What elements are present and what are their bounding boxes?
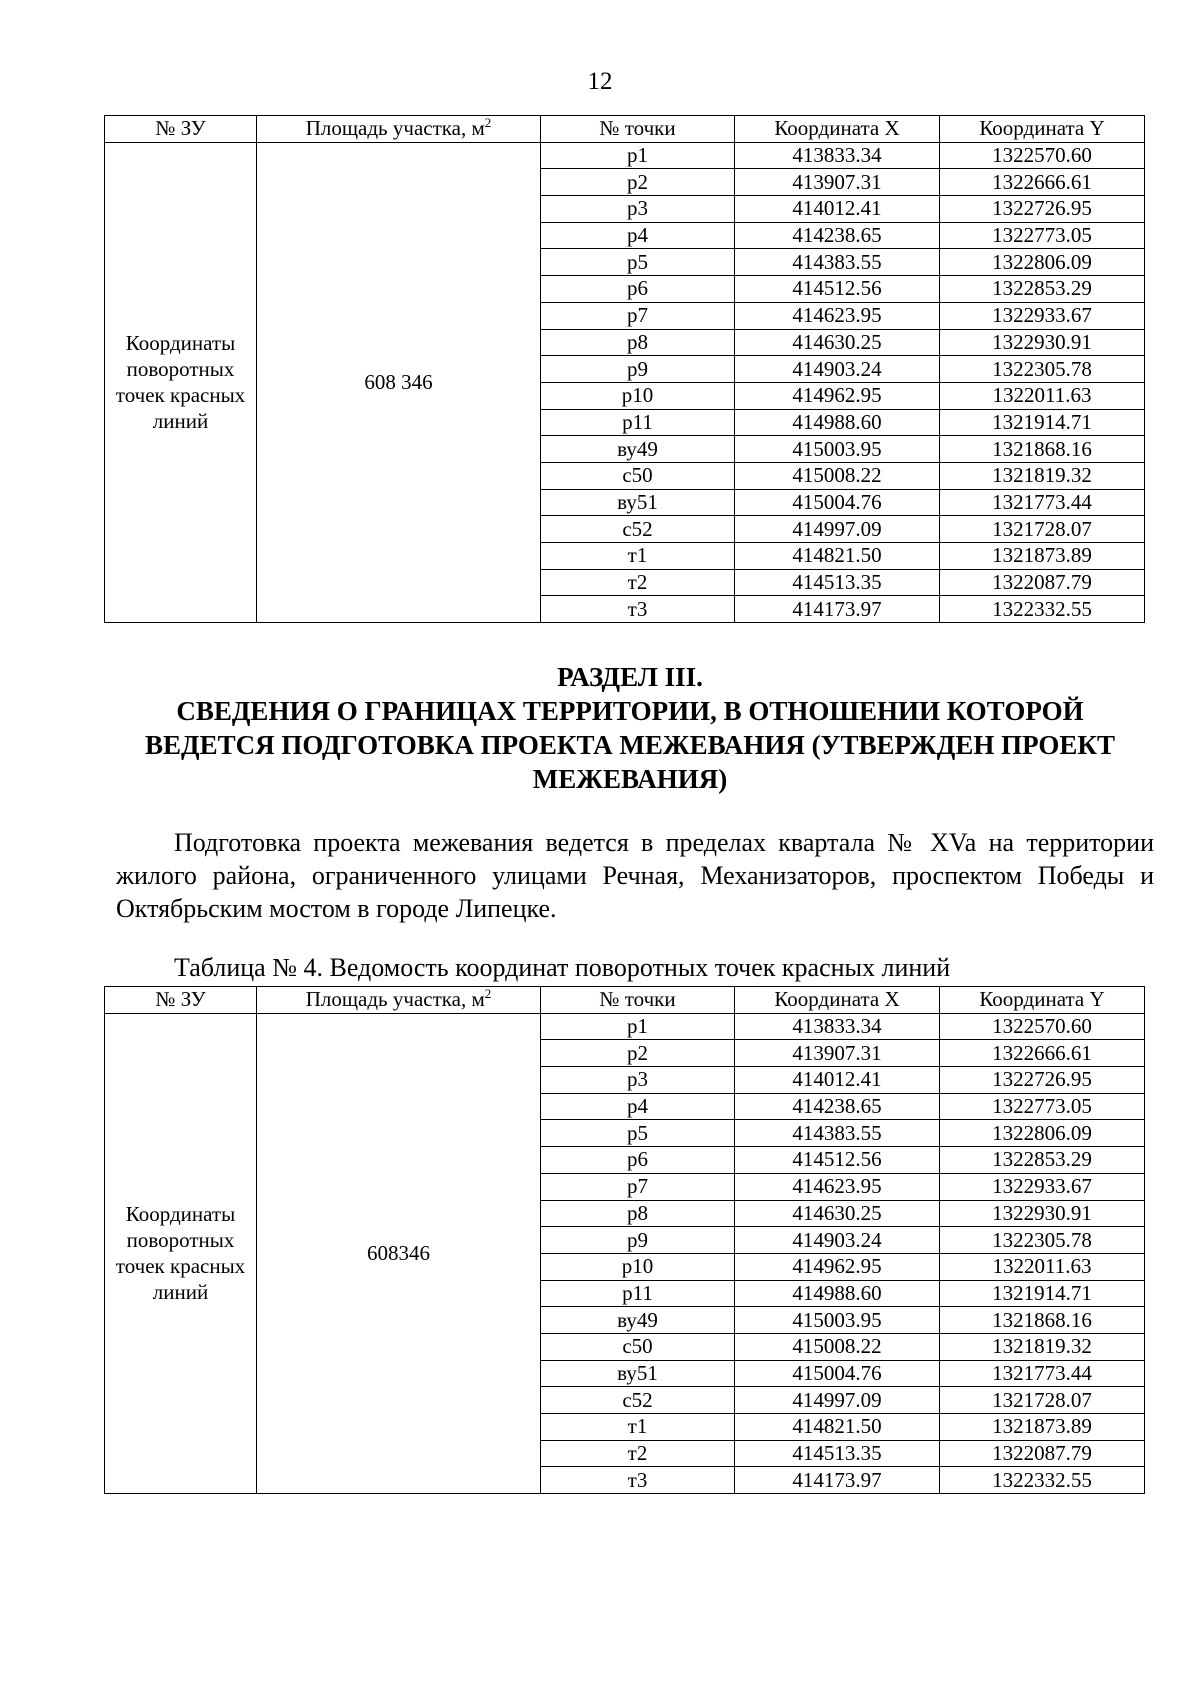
header-area-label: Площадь участка, м [305, 116, 485, 141]
coordinate-y-cell: 1321728.07 [940, 1387, 1145, 1414]
point-id-cell: р11 [541, 409, 735, 436]
point-id-cell: р7 [541, 302, 735, 329]
point-id-cell: с52 [541, 516, 735, 543]
coordinate-y-cell: 1322853.29 [940, 276, 1145, 303]
point-id-cell: р10 [541, 382, 735, 409]
coordinate-x-cell: 413833.34 [735, 1013, 940, 1040]
coordinates-table-2 [104, 986, 1145, 1494]
coordinate-y-cell: 1322332.55 [940, 596, 1145, 623]
point-id-cell: т3 [541, 596, 735, 623]
point-id-cell: р1 [541, 142, 735, 169]
coordinate-x-cell: 414903.24 [735, 1227, 940, 1254]
area-unit-superscript: 2 [484, 986, 492, 1002]
point-id-cell: р8 [541, 329, 735, 356]
point-id-cell: т1 [541, 543, 735, 570]
coordinate-x-cell: 415008.22 [735, 1333, 940, 1360]
zu-label-cell: Координаты поворотных точек красных линий [105, 1013, 257, 1493]
coordinate-x-cell: 415008.22 [735, 462, 940, 489]
table-header-row [105, 116, 1145, 143]
coordinate-x-cell: 414821.50 [735, 543, 940, 570]
coordinate-x-cell: 414962.95 [735, 382, 940, 409]
table-row [105, 1013, 1145, 1040]
header-y: Координата Y [940, 116, 1145, 143]
coordinate-x-cell: 415004.76 [735, 1360, 940, 1387]
coordinate-x-cell: 413907.31 [735, 169, 940, 196]
point-id-cell: р4 [541, 1093, 735, 1120]
table-header-row [105, 987, 1145, 1014]
header-point: № точки [541, 987, 735, 1014]
point-id-cell: ву49 [541, 436, 735, 463]
header-x: Координата X [735, 987, 940, 1014]
point-id-cell: с50 [541, 1333, 735, 1360]
point-id-cell: р3 [541, 1067, 735, 1094]
coordinate-y-cell: 1322666.61 [940, 1040, 1145, 1067]
point-id-cell: т1 [541, 1414, 735, 1441]
coordinate-y-cell: 1322933.67 [940, 1173, 1145, 1200]
coordinate-y-cell: 1321819.32 [940, 1333, 1145, 1360]
coordinate-x-cell: 414821.50 [735, 1414, 940, 1441]
section-heading-line: МЕЖЕВАНИЯ) [532, 764, 728, 794]
point-id-cell: р6 [541, 1147, 735, 1174]
point-id-cell: р8 [541, 1200, 735, 1227]
coordinate-y-cell: 1322726.95 [940, 196, 1145, 223]
point-id-cell: с52 [541, 1387, 735, 1414]
header-area [257, 987, 541, 1014]
area-value-cell: 608346 [257, 1013, 541, 1493]
header-y: Координата Y [940, 987, 1145, 1014]
zu-label-cell: Координаты поворотных точек красных линий [105, 142, 257, 622]
coordinate-x-cell: 414173.97 [735, 596, 940, 623]
coordinate-x-cell: 414623.95 [735, 1173, 940, 1200]
coordinate-x-cell: 414903.24 [735, 356, 940, 383]
coordinate-x-cell: 414623.95 [735, 302, 940, 329]
area-unit-superscript: 2 [484, 115, 492, 131]
point-id-cell: р3 [541, 196, 735, 223]
coordinate-x-cell: 414997.09 [735, 1387, 940, 1414]
coordinate-y-cell: 1322930.91 [940, 329, 1145, 356]
coordinate-y-cell: 1322806.09 [940, 249, 1145, 276]
section-heading-line: РАЗДЕЛ III. [557, 662, 703, 692]
section-heading-line: СВЕДЕНИЯ О ГРАНИЦАХ ТЕРРИТОРИИ, В ОТНОШЕНИИ КОТОРОЙ [176, 696, 1084, 726]
coordinate-x-cell: 414512.56 [735, 276, 940, 303]
point-id-cell: т2 [541, 569, 735, 596]
coordinate-x-cell: 413907.31 [735, 1040, 940, 1067]
coordinate-y-cell: 1322806.09 [940, 1120, 1145, 1147]
area-value-cell: 608 346 [257, 142, 541, 622]
coordinate-x-cell: 415003.95 [735, 1307, 940, 1334]
point-id-cell: р2 [541, 1040, 735, 1067]
table-body [105, 142, 1145, 622]
coordinate-x-cell: 414173.97 [735, 1467, 940, 1494]
table-caption: Таблица № 4. Ведомость координат поворотных точек красных линий [174, 953, 951, 982]
table-row [105, 142, 1145, 169]
point-id-cell: р9 [541, 356, 735, 383]
coordinate-y-cell: 1321868.16 [940, 1307, 1145, 1334]
point-id-cell: р9 [541, 1227, 735, 1254]
point-id-cell: ву51 [541, 489, 735, 516]
point-id-cell: р5 [541, 249, 735, 276]
coordinate-y-cell: 1322087.79 [940, 569, 1145, 596]
coordinate-y-cell: 1321773.44 [940, 1360, 1145, 1387]
header-zu: № ЗУ [105, 987, 257, 1014]
coordinate-x-cell: 414512.56 [735, 1147, 940, 1174]
coordinate-y-cell: 1322332.55 [940, 1467, 1145, 1494]
coordinate-x-cell: 414962.95 [735, 1253, 940, 1280]
coordinate-y-cell: 1322930.91 [940, 1200, 1145, 1227]
coordinate-y-cell: 1321819.32 [940, 462, 1145, 489]
coordinate-y-cell: 1322773.05 [940, 222, 1145, 249]
coordinate-x-cell: 414238.65 [735, 1093, 940, 1120]
coordinate-x-cell: 414383.55 [735, 1120, 940, 1147]
header-point: № точки [541, 116, 735, 143]
coordinate-x-cell: 414238.65 [735, 222, 940, 249]
coordinate-y-cell: 1322305.78 [940, 356, 1145, 383]
body-text [116, 826, 1154, 925]
coordinate-x-cell: 413833.34 [735, 142, 940, 169]
point-id-cell: р11 [541, 1280, 735, 1307]
coordinate-x-cell: 414513.35 [735, 1440, 940, 1467]
point-id-cell: р2 [541, 169, 735, 196]
coordinate-y-cell: 1322773.05 [940, 1093, 1145, 1120]
point-id-cell: ву51 [541, 1360, 735, 1387]
coordinate-y-cell: 1322853.29 [940, 1147, 1145, 1174]
coordinate-x-cell: 415003.95 [735, 436, 940, 463]
point-id-cell: р5 [541, 1120, 735, 1147]
point-id-cell: ву49 [541, 1307, 735, 1334]
coordinate-x-cell: 414988.60 [735, 409, 940, 436]
section-paragraph: Подготовка проекта межевания ведется в пределах квартала № XVa на территории жилого района, ограниченного улицами Речная, Механизаторов, проспектом Победы и Октябрьским мостом в городе Липецке. [116, 828, 1154, 923]
coordinate-x-cell: 414997.09 [735, 516, 940, 543]
coordinate-y-cell: 1322087.79 [940, 1440, 1145, 1467]
point-id-cell: р1 [541, 1013, 735, 1040]
section-heading-line: ВЕДЕТСЯ ПОДГОТОВКА ПРОЕКТА МЕЖЕВАНИЯ (УТВЕРЖДЕН ПРОЕКТ [144, 730, 1116, 760]
coordinates-table-1 [104, 115, 1145, 623]
coordinate-y-cell: 1322570.60 [940, 142, 1145, 169]
coordinate-y-cell: 1322666.61 [940, 169, 1145, 196]
point-id-cell: р7 [541, 1173, 735, 1200]
point-id-cell: р4 [541, 222, 735, 249]
coordinate-y-cell: 1321868.16 [940, 436, 1145, 463]
point-id-cell: т3 [541, 1467, 735, 1494]
coordinate-x-cell: 414012.41 [735, 196, 940, 223]
coordinate-y-cell: 1322011.63 [940, 1253, 1145, 1280]
point-id-cell: р10 [541, 1253, 735, 1280]
coordinate-y-cell: 1321914.71 [940, 409, 1145, 436]
coordinate-y-cell: 1322305.78 [940, 1227, 1145, 1254]
section-heading [110, 660, 1150, 796]
point-id-cell: р6 [541, 276, 735, 303]
header-x: Координата X [735, 116, 940, 143]
coordinate-y-cell: 1322726.95 [940, 1067, 1145, 1094]
header-zu: № ЗУ [105, 116, 257, 143]
header-area [257, 116, 541, 143]
coordinate-y-cell: 1321873.89 [940, 543, 1145, 570]
coordinate-x-cell: 415004.76 [735, 489, 940, 516]
coordinate-y-cell: 1321873.89 [940, 1414, 1145, 1441]
point-id-cell: с50 [541, 462, 735, 489]
coordinate-y-cell: 1321914.71 [940, 1280, 1145, 1307]
coordinate-y-cell: 1322570.60 [940, 1013, 1145, 1040]
coordinate-y-cell: 1322933.67 [940, 302, 1145, 329]
coordinate-y-cell: 1321773.44 [940, 489, 1145, 516]
coordinate-x-cell: 414988.60 [735, 1280, 940, 1307]
table-body [105, 1013, 1145, 1493]
coordinate-y-cell: 1321728.07 [940, 516, 1145, 543]
coordinate-y-cell: 1322011.63 [940, 382, 1145, 409]
point-id-cell: т2 [541, 1440, 735, 1467]
coordinate-x-cell: 414630.25 [735, 329, 940, 356]
coordinate-x-cell: 414012.41 [735, 1067, 940, 1094]
page-number: 12 [587, 68, 613, 95]
header-area-label: Площадь участка, м [305, 987, 485, 1012]
coordinate-x-cell: 414630.25 [735, 1200, 940, 1227]
coordinate-x-cell: 414513.35 [735, 569, 940, 596]
coordinate-x-cell: 414383.55 [735, 249, 940, 276]
